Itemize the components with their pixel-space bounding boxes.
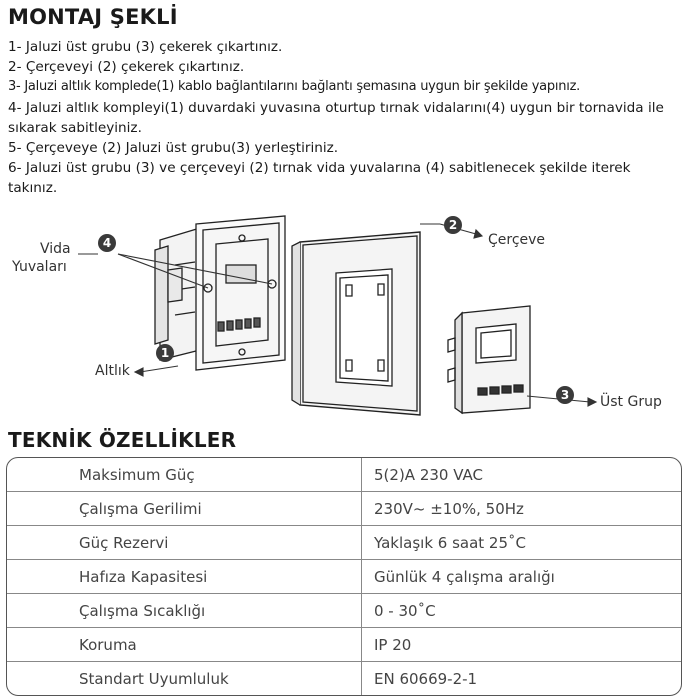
- spec-value: Günlük 4 çalışma aralığı: [362, 560, 681, 594]
- spec-value: IP 20: [362, 628, 681, 662]
- number-badge-1: 1: [156, 344, 174, 362]
- mounting-diagram: [0, 210, 689, 425]
- step-4: 4- Jaluzi altlık kompleyi(1) duvardaki yuvasına oturtup tırnak vidalarını(4) uygun bir tornavida ile sıkarak sabitleyiniz.: [8, 99, 664, 136]
- spec-value: 0 - 30˚C: [362, 594, 681, 628]
- spec-row: [7, 628, 681, 662]
- step-2: 2- Çerçeveyi (2) çekerek çıkartınız.: [8, 59, 245, 76]
- spec-row: [7, 560, 681, 594]
- spec-row: [7, 492, 681, 526]
- spec-key: Güç Rezervi: [7, 526, 362, 560]
- specs-table: [6, 457, 682, 696]
- step-6: 6- Jaluzi üst grubu (3) ve çerçeveyi (2) tırnak vida yuvalarına (4) sabitlenecek şekilde iterek takınız.: [8, 160, 631, 197]
- spec-key: Standart Uyumluluk: [7, 662, 362, 695]
- spec-key: Hafıza Kapasitesi: [7, 560, 362, 594]
- arrow-cerceve: [474, 230, 482, 238]
- spec-key: Çalışma Sıcaklığı: [7, 594, 362, 628]
- arrow-altlik: [135, 368, 143, 376]
- label-altlik: Altlık: [95, 363, 130, 379]
- spec-value: 5(2)A 230 VAC: [362, 458, 681, 492]
- label-cerceve: Çerçeve: [488, 232, 546, 248]
- spec-row: [7, 594, 681, 628]
- spec-key: Maksimum Güç: [7, 458, 362, 492]
- step-1: 1- Jaluzi üst grubu (3) çekerek çıkartınız.: [8, 39, 283, 55]
- step-3: 3- Jaluzi altlık komplede(1) kablo bağlantılarını bağlantı şemasına uygun bir şekilde yapınız.: [8, 79, 581, 95]
- base-unit-illustration: [155, 216, 285, 370]
- mounting-title: MONTAJ ŞEKLİ: [8, 5, 178, 29]
- mounting-steps: [8, 37, 680, 199]
- specs-title: TEKNİK ÖZELLİKLER: [8, 428, 237, 452]
- leader-altlik: [140, 366, 178, 372]
- frame-illustration: [292, 232, 420, 415]
- top-group-illustration: [448, 306, 530, 413]
- spec-value: Yaklaşık 6 saat 25˚C: [362, 526, 681, 560]
- spec-key: Çalışma Gerilimi: [7, 492, 362, 526]
- spec-row: [7, 458, 681, 492]
- label-ust-grup: Üst Grup: [600, 394, 662, 410]
- number-badge-4: 4: [98, 234, 116, 252]
- arrow-ust: [588, 398, 596, 406]
- spec-key: Koruma: [7, 628, 362, 662]
- spec-value: EN 60669-2-1: [374, 669, 478, 688]
- label-vida: Vida: [40, 241, 71, 257]
- step-5: 5- Çerçeveye (2) Jaluzi üst grubu(3) yerleştiriniz.: [8, 140, 339, 157]
- number-badge-3: 3: [556, 386, 574, 404]
- spec-row: [7, 662, 681, 695]
- spec-row: [7, 526, 681, 560]
- spec-value: 230V~ ±10%, 50Hz: [362, 492, 681, 526]
- label-yuvalari: Yuvaları: [12, 259, 67, 275]
- number-badge-2: 2: [444, 216, 462, 234]
